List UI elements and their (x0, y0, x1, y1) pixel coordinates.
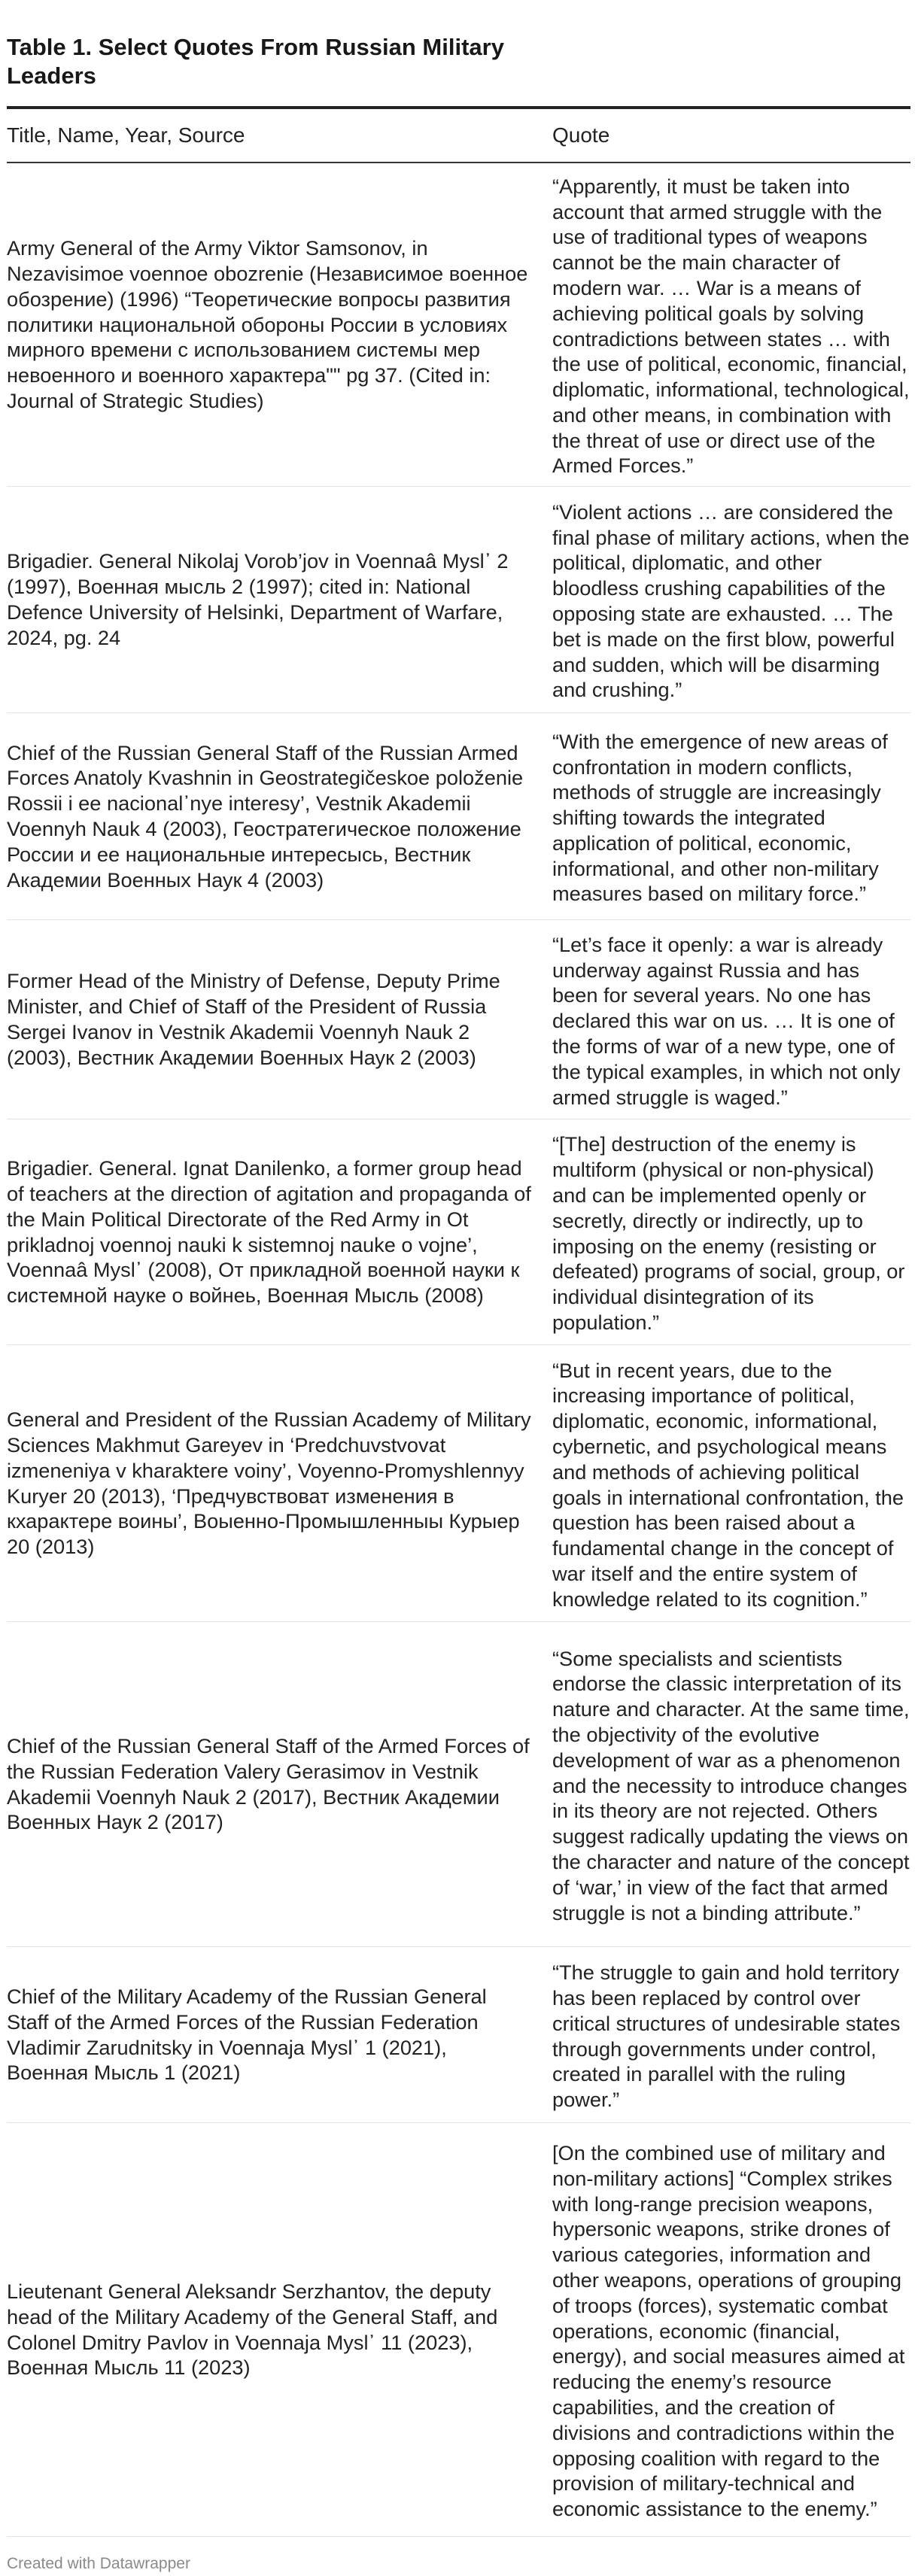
row-source: Army General of the Army Viktor Samsonov, in Nezavisimoe voennoe obozrenie (Независимое военное обозрение) (1996) “Теоретические вопросы развития политики национальной обороны России в условиях мирного времени с использованием системы мер невоенного и военного характера"" pg 37. (Cited in: Journal of Strategic Studies) (7, 236, 528, 412)
header-quote: Quote (552, 123, 610, 147)
row-source: Lieutenant General Aleksandr Serzhantov, the deputy head of the Military Academy of the General Staff, and Colonel Dmitry Pavlov in Voennaja Mysl᾽ 11 (2023), Военная Мысль 11 (2023) (7, 2279, 498, 2380)
table-row (7, 1622, 910, 1947)
row-quote: “Apparently, it must be taken into account that armed struggle with the use of traditional types of weapons cannot be the main character of modern war. … War is a means of achieving political goals by solving contradictions between states … with the use of political, economic, financial, diplomatic, informational, technological, and other means, in combination with the threat of use or direct use of the Armed Forces.” (552, 174, 910, 478)
row-quote: “But in recent years, due to the increasing importance of political, diplomatic, economic, informational, cybernetic, and psychological means and methods of achieving political goals in international confrontation, the question has been raised about a fundamental change in the concept of war itself and the entire system of knowledge related to its cognition.” (552, 1358, 904, 1611)
datawrapper-credit: Created with Datawrapper (7, 2555, 190, 2572)
table-title: Table 1. Select Quotes From Russian Military Leaders (7, 34, 504, 89)
table-row (7, 487, 910, 713)
table-row (7, 163, 910, 487)
row-source: Chief of the Military Academy of the Russian General Staff of the Armed Forces of the Russian Federation Vladimir Zarudnitsky in Voennaja Mysl᾽ 1 (2021), Военная Мысль 1 (2021) (7, 1984, 487, 2085)
row-quote: “The struggle to gain and hold territory has been replaced by control over critical structures of undesirable states through governments under control, created in parallel with the ruling power.” (552, 1961, 901, 2112)
row-quote: “With the emergence of new areas of confrontation in modern conflicts, methods of struggle are increasingly shifting towards the integrated application of political, economic, informational, and other non-military measures based on military force.” (552, 729, 888, 906)
table-row (7, 1345, 910, 1622)
row-quote: “Some specialists and scientists endorse the classic interpretation of its nature and character. At the same time, the objectivity of the evolutive development of war as a phenomenon and the necessity to introduce changes in its theory are not rejected. Others suggest radically updating the views on the character and nature of the concept of ‘war,’ in view of the fact that armed struggle is not a binding attribute.” (552, 1646, 910, 1924)
row-quote: [On the combined use of military and non-military actions] “Complex strikes with long-range precision weapons, hypersonic weapons, strike drones of various categories, information and other weapons, operations of grouping of troops (forces), systematic combat operations, economic (financial, energy), and social measures aimed at reducing the enemy’s resource capabilities, and the creation of divisions and contradictions within the opposing coalition with regard to the provision of military-technical and economic assistance to the enemy.” (552, 2141, 905, 2521)
table-row (7, 1119, 910, 1345)
table-row (7, 1947, 910, 2123)
row-quote: “Violent actions … are considered the final phase of military actions, when the political, diplomatic, and other bloodless crushing capabilities of the opposing state are exhausted. … The bet is made on the first blow, powerful and sudden, which will be disarming and crushing.” (552, 500, 910, 702)
table-row (7, 920, 910, 1119)
row-source: Chief of the Russian General Staff of the Russian Armed Forces Anatoly Kvashnin in Geostrategičeskoe položenie Rossii i ee nacional᾽nye interesy’, Vestnik Akademii Voennyh Nauk 4 (2003), Геостратегическое положение России и ее национальные интересысь, Вестник Академии Военных Наук 4 (2003) (7, 740, 524, 892)
row-quote: “Let’s face it openly: a war is already underway against Russia and has been for several years. No one has declared this war on us. … It is one of the forms of war of a new type, one of the typical examples, in which not only armed struggle is waged.” (552, 932, 901, 1109)
row-source: Brigadier. General. Ignat Danilenko, a former group head of teachers at the direction of agitation and propaganda of the Main Political Directorate of the Red Army in Ot prikladnoj voennoj nauki k sistemnoj nauke o vojne’, Voennaâ Mysl᾽ (2008), От прикладной военной науки к системной науке о войнеь, Военная Мысль (2008) (7, 1156, 531, 1308)
row-source: General and President of the Russian Academy of Military Sciences Makhmut Gareyev in ‘Predchuvstvovat izmeneniya v kharaktere voiny’, Voyenno-Promyshlennyy Kuryer 20 (2013), ‘Предчувствоват изменения в кхарактере воины’, Воыенно-Промышленныы Курыер 20 (2013) (7, 1408, 531, 1559)
table-row (7, 2123, 910, 2537)
table-row (7, 713, 910, 920)
quotes-table-container (7, 0, 910, 2537)
row-source: Former Head of the Ministry of Defense, Deputy Prime Minister, and Chief of Staff of the President of Russia Sergei Ivanov in Vestnik Akademii Voennyh Nauk 2 (2003), Вестник Академии Военных Наук 2 (2003) (7, 969, 500, 1069)
header-source: Title, Name, Year, Source (7, 123, 245, 147)
row-source: Brigadier. General Nikolaj Vorob’jov in Voennaâ Mysl᾽ 2 (1997), Военная мысль 2 (1997); cited in: National Defence University of Helsinki, Department of Warfare, 2024, pg. 24 (7, 549, 509, 649)
row-source: Chief of the Russian General Staff of the Armed Forces of the Russian Federation Valery Gerasimov in Vestnik Akademii Voennyh Nauk 2 (2017), Вестник Академии Военных Наук 2 (2017) (7, 1733, 530, 1834)
table-header (7, 106, 910, 163)
row-quote: “[The] destruction of the enemy is multiform (physical or non-physical) and can be implemented openly or secretly, directly or indirectly, up to imposing on the enemy (resisting or defeated) programs of social, group, or individual disintegration of its population.” (552, 1132, 905, 1334)
